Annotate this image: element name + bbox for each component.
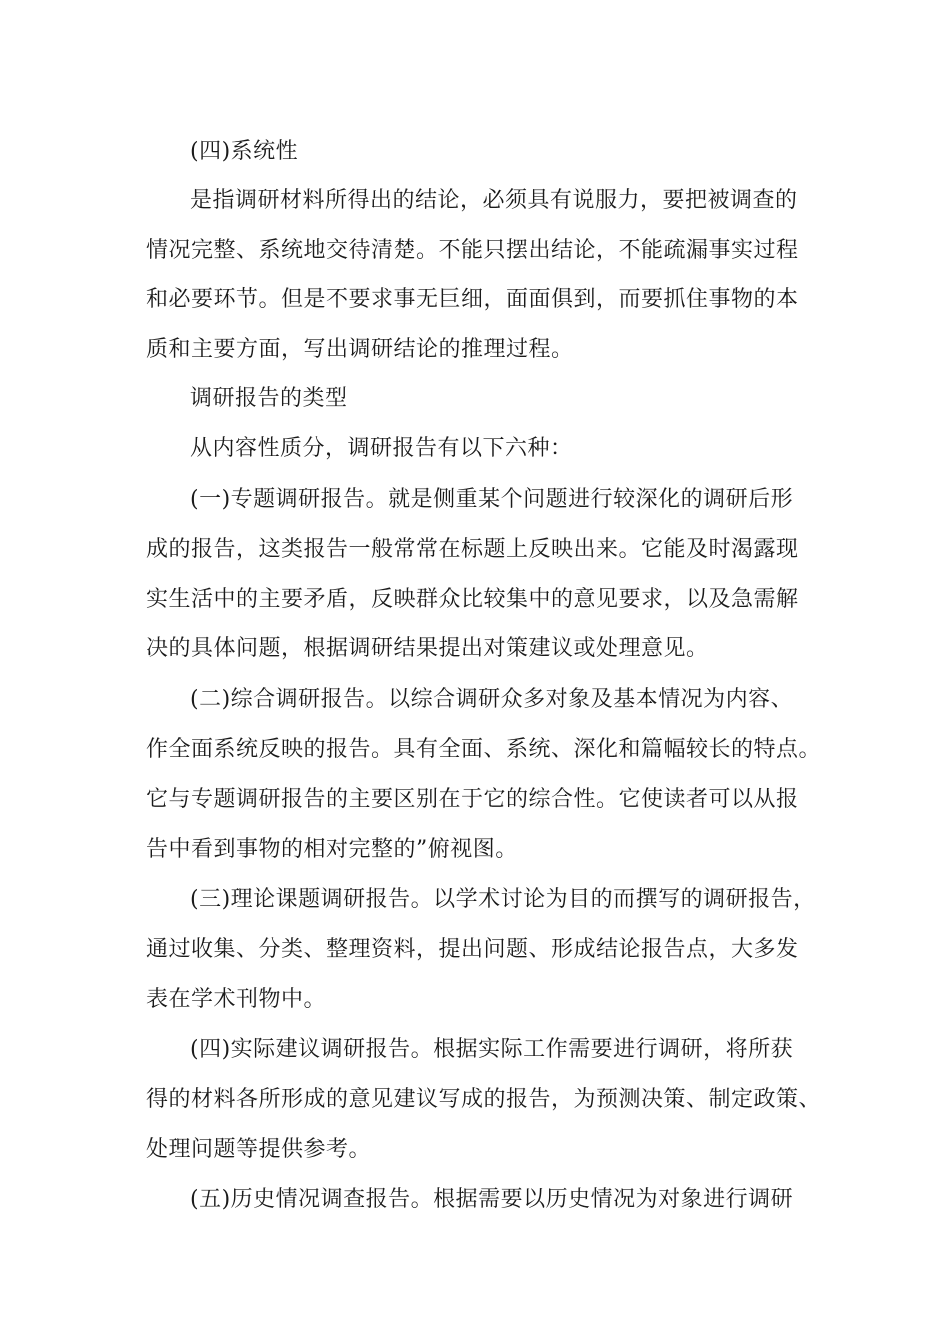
section-heading-report-types: 调研报告的类型 (190, 386, 348, 411)
paragraph-line: 实生活中的主要矛盾，反映群众比较集中的意见要求，以及急需解 (146, 587, 799, 612)
paragraph-line: 质和主要方面，写出调研结论的推理过程。 (146, 337, 574, 362)
paragraph-line: 从内容性质分，调研报告有以下六种： (190, 436, 573, 461)
paragraph-line: 情况完整、系统地交待清楚。不能只摆出结论，不能疏漏事实过程 (146, 238, 799, 263)
paragraph-line: 决的具体问题，根据调研结果提出对策建议或处理意见。 (146, 636, 709, 661)
paragraph-line: 作全面系统反映的报告。具有全面、系统、深化和篇幅较长的特点。 (146, 737, 822, 762)
paragraph-line: 告中看到事物的相对完整的”俯视图。 (146, 837, 518, 862)
section-heading-systematic: (四)系统性 (190, 139, 299, 164)
paragraph-line: 它与专题调研报告的主要区别在于它的综合性。它使读者可以从报 (146, 787, 799, 812)
paragraph-line: 得的材料各所形成的意见建议写成的报告，为预测决策、制定政策、 (146, 1087, 822, 1112)
paragraph-line: 和必要环节。但是不要求事无巨细，面面俱到，而要抓住事物的本 (146, 287, 799, 312)
paragraph-line: 是指调研材料所得出的结论，必须具有说服力，要把被调查的 (190, 188, 798, 213)
paragraph-line: 处理问题等提供参考。 (146, 1137, 372, 1162)
paragraph-line: (二)综合调研报告。以综合调研众多对象及基本情况为内容、 (190, 687, 794, 712)
paragraph-line: (五)历史情况调查报告。根据需要以历史情况为对象进行调研 (190, 1187, 794, 1212)
paragraph-line: (一)专题调研报告。就是侧重某个问题进行较深化的调研后形 (190, 487, 794, 512)
paragraph-line: (三)理论课题调研报告。以学术讨论为目的而撰写的调研报告， (190, 887, 816, 912)
paragraph-line: 成的报告，这类报告一般常常在标题上反映出来。它能及时渴露现 (146, 537, 799, 562)
paragraph-line: (四)实际建议调研报告。根据实际工作需要进行调研，将所获 (190, 1037, 794, 1062)
paragraph-line: 通过收集、分类、整理资料，提出问题、形成结论报告点，大多发 (146, 937, 799, 962)
paragraph-line: 表在学术刊物中。 (146, 987, 327, 1012)
